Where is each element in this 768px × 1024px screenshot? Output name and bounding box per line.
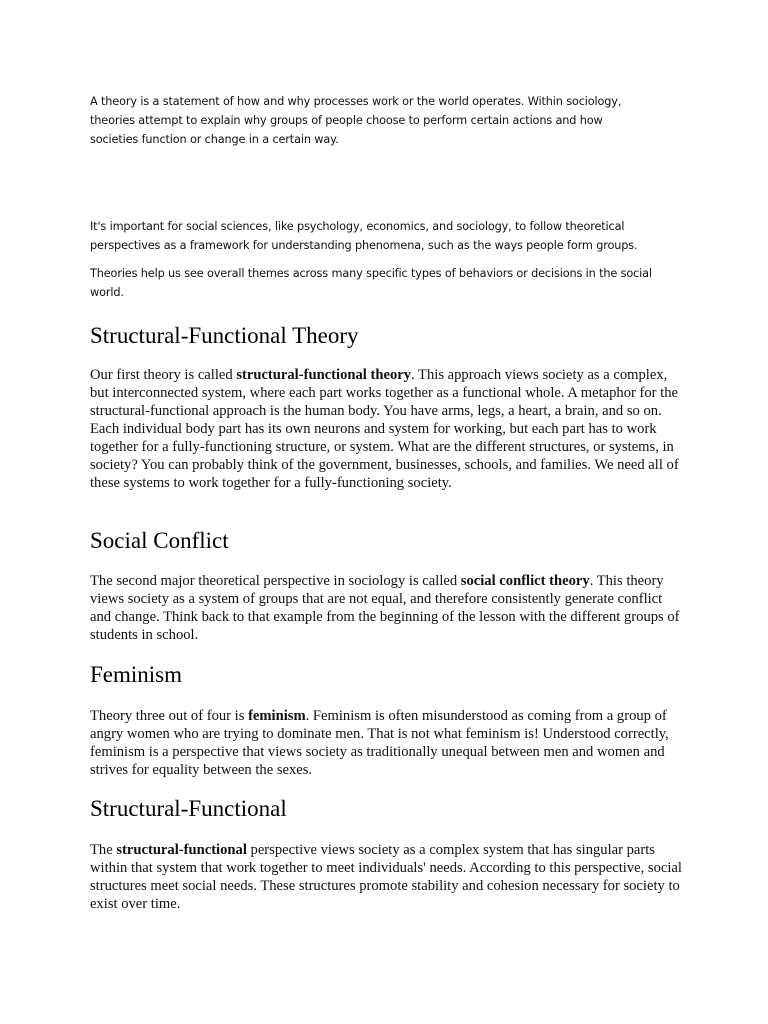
paragraph-structural-functional-theory [90, 366, 682, 492]
intro-paragraph-themes: Theories help us see overall themes across many specific types of behaviors or decisions in the social world. [90, 267, 652, 299]
text-span: Our first theory is called [90, 367, 237, 383]
text-span: perspective views society as a complex system that has singular parts within that system that work together to meet individuals' needs. According to this perspective, social structures meet social needs. These structures promote stability and cohesion necessary for society to exist over time. [90, 842, 682, 912]
intro-paragraph-theory-definition: A theory is a statement of how and why processes work or the world operates. Within sociology, theories attempt to explain why groups of people choose to perform certain actions and how societies function or change in a certain way. [90, 95, 622, 146]
heading-structural-functional-theory: Structural-Functional Theory [90, 323, 359, 348]
document-page [90, 0, 690, 1024]
bold-term: structural-functional theory [236, 367, 412, 383]
paragraph-social-conflict [90, 572, 682, 644]
text-span: . Feminism is often misunderstood as coming from a group of angry women who are trying to dominate men. That is not what feminism is! Understood correctly, feminism is a perspective that views society as traditionally unequal between men and women and strives for equality between the sexes. [90, 708, 669, 778]
bold-term: social conflict theory [460, 573, 590, 589]
heading-social-conflict: Social Conflict [90, 528, 229, 553]
text-span: The second major theoretical perspective in sociology is called [90, 573, 461, 589]
heading-structural-functional: Structural-Functional [90, 796, 287, 821]
bold-term: structural-functional [116, 842, 247, 858]
paragraph-feminism [90, 707, 682, 779]
heading-feminism: Feminism [90, 662, 183, 687]
intro-paragraph-importance: It's important for social sciences, like psychology, economics, and sociology, to follow theoretical perspectives as a framework for understanding phenomena, such as the ways people form groups. [90, 220, 638, 252]
text-span: . This theory views society as a system of groups that are not equal, and therefore consistently generate conflict and change. Think back to that example from the beginning of the lesson with the different groups of students in school. [90, 573, 680, 643]
text-span: Theory three out of four is [90, 708, 249, 724]
text-span: The [90, 842, 117, 858]
bold-term: feminism [248, 708, 306, 724]
text-span: . This approach views society as a complex, but interconnected system, where each part works together as a functional whole. A metaphor for the structural-functional approach is the human body. You have arms, legs, a heart, a brain, and so on. Each individual body part has its own neurons and system for working, but each part has to work together for a fully-functioning structure, or system. What are the different structures, or systems, in society? You can probably think of the government, businesses, schools, and families. We need all of these systems to work together for a fully-functioning society. [90, 367, 679, 491]
paragraph-structural-functional [90, 841, 682, 913]
